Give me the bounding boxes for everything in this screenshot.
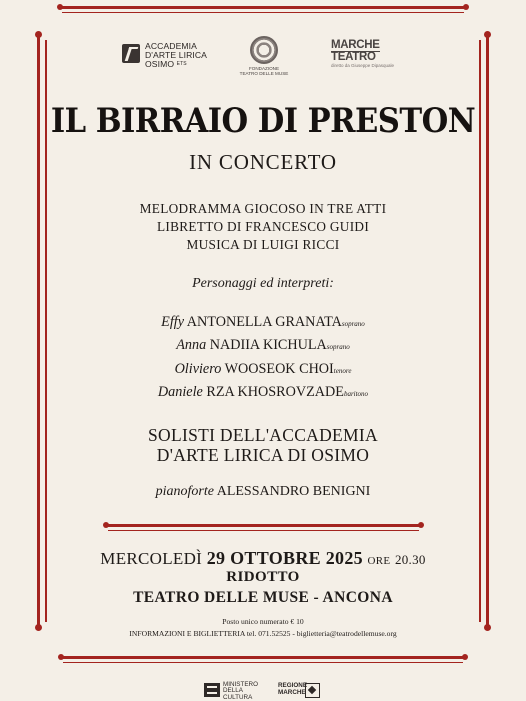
cast-name: RZA KHOSROVZADE	[206, 384, 344, 400]
cast-line-anna	[0, 337, 526, 354]
cast-voice: tenore	[333, 367, 352, 375]
concert-subtitle: IN CONCERTO	[189, 150, 337, 174]
work-music: MUSICA DI LUIGI RICCI	[186, 237, 340, 252]
ticket-price: Posto unico numerato € 10	[222, 617, 304, 626]
soloists-line-1: SOLISTI DELL'ACCADEMIA	[148, 425, 378, 445]
academy-logo-text: ACCADEMIA D'ARTE LIRICA OSIMO ETS	[145, 41, 207, 69]
frame-right-top-dot	[484, 31, 491, 38]
cast-role: Daniele	[157, 384, 203, 400]
divider-rule	[108, 524, 419, 527]
work-libretto: LIBRETTO DI FRANCESCO GUIDI	[156, 219, 370, 234]
work-genre: MELODRAMMA GIOCOSO IN TRE ATTI	[139, 201, 387, 216]
frame-bottom-rule	[63, 656, 463, 659]
cast-name: ANTONELLA GRANATA	[186, 314, 342, 330]
event-time: 20.30	[394, 552, 426, 567]
event-venue: TEATRO DELLE MUSE - ANCONA	[133, 589, 393, 606]
event-weekday: MERCOLEDÌ	[100, 549, 203, 568]
frame-left-top-dot	[35, 31, 42, 38]
frame-top-right-dot	[463, 4, 469, 10]
cast-line-oliviero	[0, 361, 526, 378]
divider-left-dot	[103, 522, 109, 528]
event-day: 29 OTTOBRE 2025	[206, 548, 363, 568]
cast-role: Anna	[176, 337, 207, 353]
cast-name: NADIIA KICHULA	[209, 337, 327, 353]
cast-name: WOOSEOK CHOI	[224, 361, 334, 377]
pianist-line	[0, 484, 526, 500]
marche-teatro-logo: MARCHE TEATRO diretto da Giuseppe Dipasquale	[331, 39, 395, 68]
muse-seal-icon	[250, 36, 278, 64]
frame-top-rule-thin	[62, 12, 464, 13]
event-date	[0, 548, 526, 569]
region-logo-icon	[305, 683, 320, 698]
cast-role: Oliviero	[174, 361, 222, 377]
cast-voice: soprano	[326, 343, 350, 351]
ticket-contacts: INFORMAZIONI E BIGLIETTERIA tel. 071.52525 - biglietteria@teatrodellemuse.org	[129, 629, 397, 638]
frame-bottom-right-dot	[462, 654, 468, 660]
frame-bottom-rule-thin	[63, 662, 463, 663]
pianist-name: ALESSANDRO BENIGNI	[216, 484, 371, 499]
cast-voice: baritono	[343, 390, 369, 398]
pianist-instrument: pianoforte	[155, 484, 214, 499]
cast-role: Effy	[161, 314, 185, 330]
region-logo-text: REGIONE MARCHE	[278, 682, 308, 696]
cast-line-daniele	[0, 384, 526, 401]
event-room: RIDOTTO	[226, 569, 300, 585]
cast-line-effy	[0, 314, 526, 331]
ministry-logo-icon	[204, 683, 220, 697]
academy-logo-icon	[122, 44, 140, 63]
divider-rule-thin	[108, 530, 419, 531]
muse-logo-text: FONDAZIONE TEATRO DELLE MUSE	[239, 66, 289, 76]
concert-title: IL BIRRAIO DI PRESTON	[50, 101, 476, 141]
soloists-line-2: D'ARTE LIRICA DI OSIMO	[156, 445, 370, 465]
ministry-logo-text: MINISTERO DELLA CULTURA	[223, 681, 258, 701]
cast-heading: Personaggi ed interpreti:	[192, 276, 334, 291]
frame-top-rule	[62, 6, 464, 9]
cast-voice: soprano	[341, 320, 365, 328]
frame-top-left-dot	[57, 4, 63, 10]
frame-bottom-left-dot	[58, 654, 64, 660]
divider-right-dot	[418, 522, 424, 528]
event-time-prefix: ORE	[367, 555, 391, 567]
